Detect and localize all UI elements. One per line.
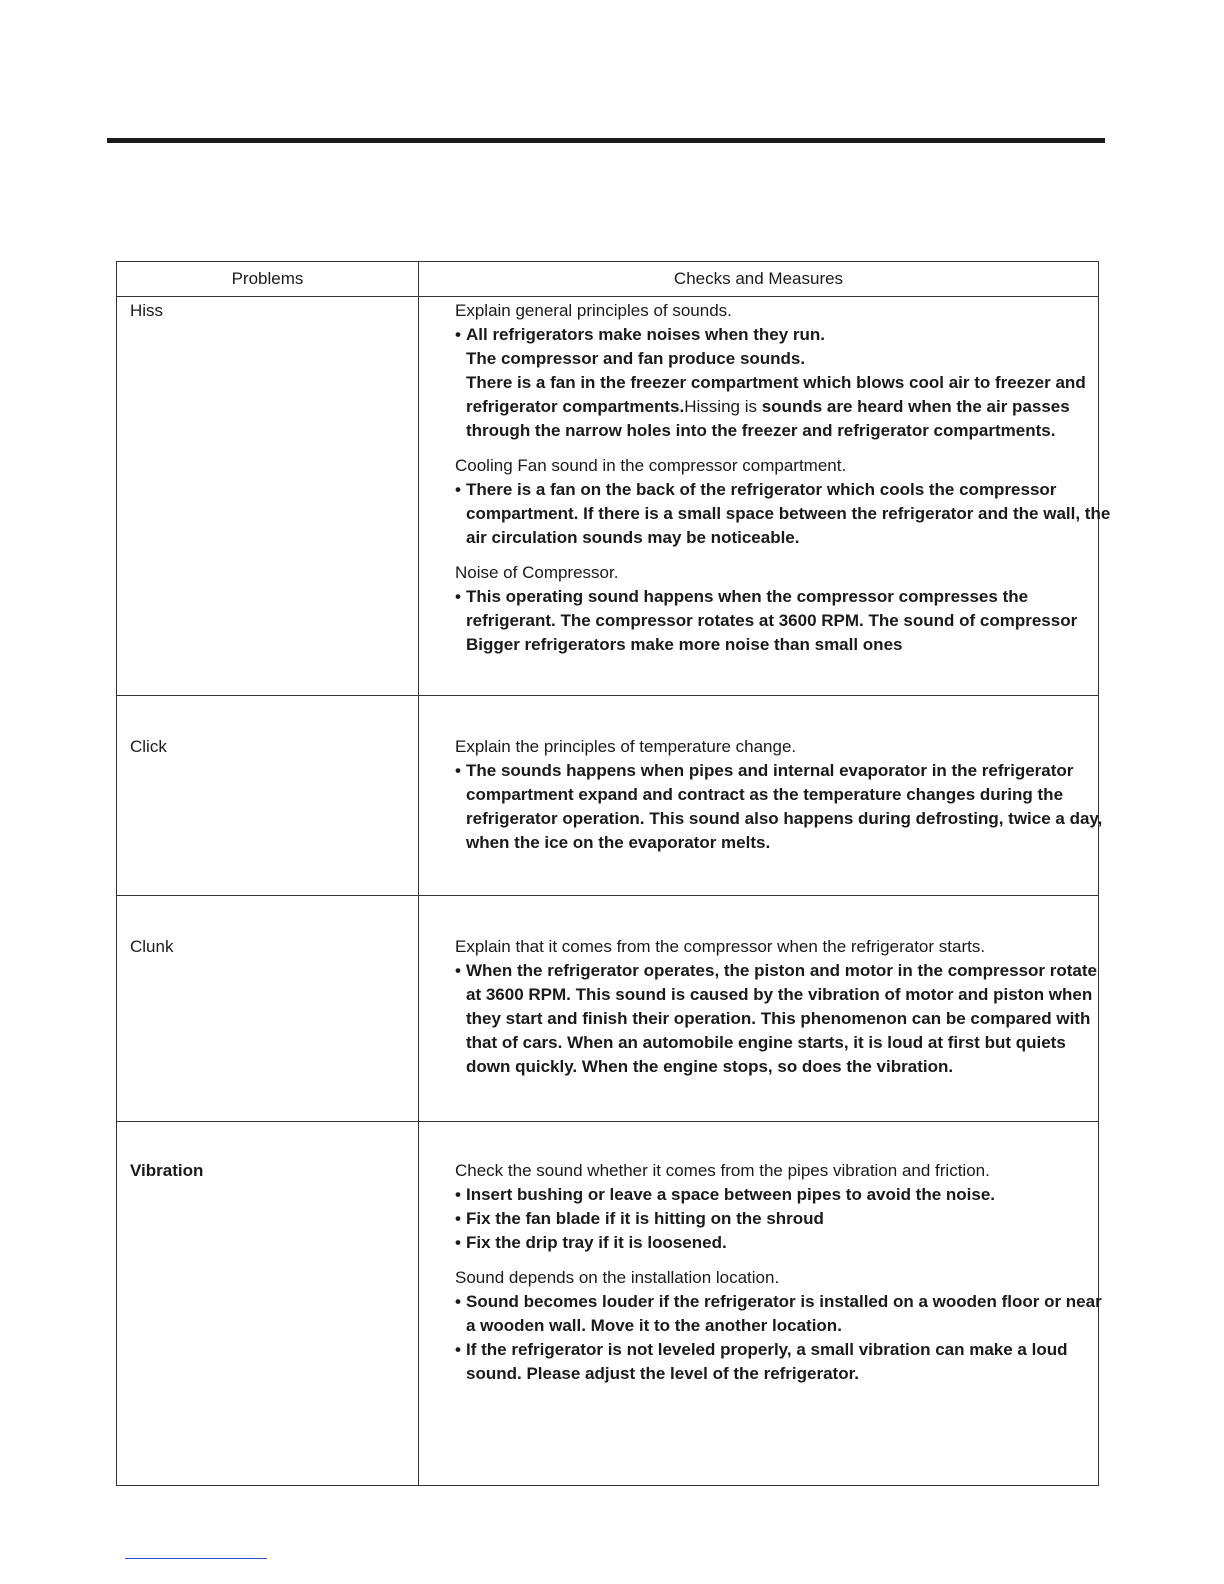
measure-block <box>455 454 1111 550</box>
measure-line: Bigger refrigerators make more noise than small ones <box>466 635 903 654</box>
table-row <box>117 297 1099 696</box>
measure-block <box>455 735 1103 855</box>
measure-line: • If the refrigerator is not leveled properly, a small vibration can make a loud <box>455 1338 1098 1362</box>
problem-cell <box>117 1122 419 1486</box>
problem-click: Click <box>130 737 167 756</box>
problem-cell <box>117 896 419 1122</box>
measure-block <box>455 561 1098 657</box>
measure-line: • Sound becomes louder if the refrigerator is installed on a wooden floor or near <box>455 1290 1098 1314</box>
measure-line: at 3600 RPM. This sound is caused by the vibration of motor and piston when <box>466 985 1093 1004</box>
measure-line: The compressor and fan produce sounds. <box>466 349 806 368</box>
measure-line: they start and finish their operation. This phenomenon can be compared with <box>466 1009 1091 1028</box>
header-rule <box>107 138 1105 143</box>
footer-link-rule <box>125 1558 267 1559</box>
measure-line: compartment expand and contract as the temperature changes during the <box>466 785 1064 804</box>
problem-cell <box>117 696 419 896</box>
problem-vibration: Vibration <box>130 1161 204 1180</box>
measure-lead: Explain general principles of sounds. <box>455 301 732 320</box>
measure-line: • There is a fan on the back of the refrigerator which cools the compressor <box>455 478 1098 502</box>
measure-line-part: refrigerator compartments. <box>466 397 685 416</box>
measure-line: refrigerator operation. This sound also happens during defrosting, twice a day, <box>466 809 1103 828</box>
table-row <box>117 1122 1099 1486</box>
measure-block <box>455 935 1098 1079</box>
problem-clunk: Clunk <box>130 937 174 956</box>
measure-lead: Check the sound whether it comes from the pipes vibration and friction. <box>455 1161 990 1180</box>
measure-line: air circulation sounds may be noticeable. <box>466 528 800 547</box>
measure-block <box>455 299 1098 443</box>
measure-line: that of cars. When an automobile engine starts, it is loud at first but quiets <box>466 1033 1066 1052</box>
measure-lead: Noise of Compressor. <box>455 563 619 582</box>
table-row <box>117 896 1099 1122</box>
measure-line: There is a fan in the freezer compartment which blows cool air to freezer and <box>466 373 1086 392</box>
table-header-row <box>117 262 1099 297</box>
measure-line: • When the refrigerator operates, the piston and motor in the compressor rotate <box>455 959 1098 983</box>
measure-lead: Sound depends on the installation location. <box>455 1268 780 1287</box>
problem-hiss: Hiss <box>130 301 164 320</box>
measure-line: • Insert bushing or leave a space between pipes to avoid the noise. <box>455 1183 1098 1207</box>
measure-line: refrigerant. The compressor rotates at 3600 RPM. The sound of compressor <box>466 611 1078 630</box>
measure-line: • Fix the drip tray if it is loosened. <box>455 1231 1098 1255</box>
measure-lead: Explain the principles of temperature change. <box>455 737 797 756</box>
problem-cell <box>117 297 419 696</box>
measure-line-part: Hissing is <box>684 397 757 416</box>
measure-cell <box>419 896 1099 1122</box>
measure-line: • This operating sound happens when the compressor compresses the <box>455 585 1098 609</box>
table-row <box>117 696 1099 896</box>
troubleshooting-table <box>116 261 1111 1486</box>
measure-line: a wooden wall. Move it to the another location. <box>466 1316 842 1335</box>
measure-cell <box>419 1122 1102 1486</box>
measure-line: down quickly. When the engine stops, so does the vibration. <box>466 1057 954 1076</box>
measure-line: through the narrow holes into the freezer and refrigerator compartments. <box>466 421 1056 440</box>
measure-lead: Cooling Fan sound in the compressor compartment. <box>455 456 847 475</box>
measure-block <box>455 1159 1098 1255</box>
measure-cell <box>419 297 1111 696</box>
measure-line: • The sounds happens when pipes and internal evaporator in the refrigerator <box>455 759 1098 783</box>
header-problems: Problems <box>117 262 419 297</box>
measure-line: sound. Please adjust the level of the refrigerator. <box>466 1364 860 1383</box>
measure-line: compartment. If there is a small space between the refrigerator and the wall, the <box>466 504 1111 523</box>
measure-line: • Fix the fan blade if it is hitting on the shroud <box>455 1207 1098 1231</box>
measure-line-mixed <box>455 395 1098 419</box>
measure-cell <box>419 696 1103 896</box>
measure-block <box>455 1266 1102 1386</box>
measure-line: • All refrigerators make noises when they run. <box>455 323 1098 347</box>
measure-line: when the ice on the evaporator melts. <box>466 833 771 852</box>
measure-lead: Explain that it comes from the compressor when the refrigerator starts. <box>455 937 986 956</box>
header-checks: Checks and Measures <box>419 262 1099 297</box>
measure-line-part: sounds are heard when the air passes <box>761 397 1070 416</box>
